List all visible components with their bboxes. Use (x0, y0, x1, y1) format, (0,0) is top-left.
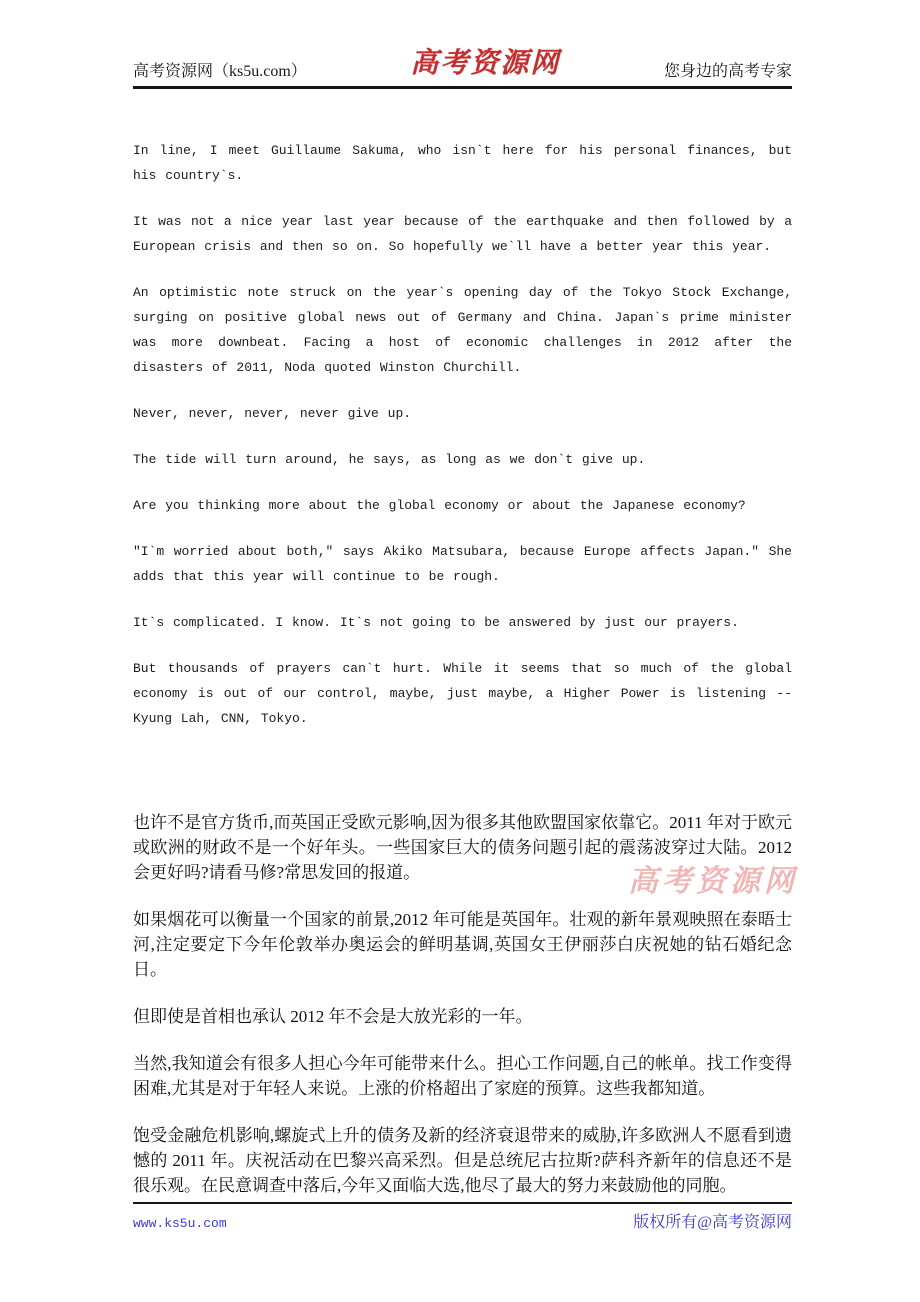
chinese-paragraph-1: 也许不是官方货币,而英国正受欧元影响,因为很多其他欧盟国家依靠它。2011 年对于欧元或欧洲的财政不是一个好年头。一些国家巨大的债务问题引起的震荡波穿过大陆。2012 会更好吗?请看马修?常思发回的报道。 (133, 813, 792, 882)
header-divider (133, 86, 792, 89)
site-logo: 高考资源网 (410, 46, 561, 79)
watermark-text: 高考资源网 (628, 864, 798, 899)
english-paragraph-8: It`s complicated. I know. It`s not going to be answered by just our prayers. (133, 615, 739, 630)
english-paragraph-3: An optimistic note struck on the year`s opening day of the Tokyo Stock Exchange, surging on positive global news out of Germany and China. Japan`s prime minister was more downbeat. Facing a host of economic challenges in 2012 after the disasters of 2011, Noda quoted Winston Churchill. (133, 285, 792, 375)
english-paragraph-7: ″I`m worried about both,″ says Akiko Matsubara, because Europe affects Japan.″ She adds that this year will continue to be rough. (133, 544, 792, 584)
english-paragraph-9: But thousands of prayers can`t hurt. While it seems that so much of the global economy is out of our control, maybe, just maybe, a Higher Power is listening -- Kyung Lah, CNN, Tokyo. (133, 661, 792, 726)
english-paragraph-5: The tide will turn around, he says, as long as we don`t give up. (133, 452, 646, 467)
english-paragraph-4: Never, never, never, never give up. (133, 406, 412, 421)
footer-url-text: www.ks5u.com (133, 1216, 227, 1231)
chinese-paragraph-5: 饱受金融危机影响,螺旋式上升的债务及新的经济衰退带来的威胁,许多欧洲人不愿看到遗憾的 2011 年。庆祝活动在巴黎兴高采烈。但是总统尼古拉斯?萨科齐新年的信息还不是很乐观。在民意调查中落后,今年又面临大选,他尽了最大的努力来鼓励他的同胞。 (133, 1126, 792, 1195)
english-paragraph-6: Are you thinking more about the global economy or about the Japanese economy? (133, 498, 746, 513)
english-paragraph-2: It was not a nice year last year because of the earthquake and then followed by a European crisis and then so on. So hopefully we`ll have a better year this year. (133, 214, 792, 254)
chinese-paragraph-3: 但即使是首相也承认 2012 年不会是大放光彩的一年。 (133, 1007, 533, 1026)
chinese-paragraph-4: 当然,我知道会有很多人担心今年可能带来什么。担心工作问题,自己的帐单。找工作变得困难,尤其是对于年轻人来说。上涨的价格超出了家庭的预算。这些我都知道。 (133, 1054, 792, 1098)
page-header (133, 40, 792, 84)
site-name-text: 高考资源网（ks5u.com） (133, 63, 307, 80)
english-transcript-section (133, 138, 792, 752)
chinese-translation-section (133, 810, 792, 1220)
english-paragraph-1: In line, I meet Guillaume Sakuma, who isn`t here for his personal finances, but his country`s. (133, 143, 792, 183)
footer-copyright-text: 版权所有@高考资源网 (633, 1214, 792, 1231)
chinese-paragraph-2: 如果烟花可以衡量一个国家的前景,2012 年可能是英国年。壮观的新年景观映照在泰晤士河,注定要定下今年伦敦举办奥运会的鲜明基调,英国女王伊丽莎白庆祝她的钻石婚纪念日。 (133, 910, 792, 979)
site-slogan-text: 您身边的高考专家 (663, 63, 792, 80)
